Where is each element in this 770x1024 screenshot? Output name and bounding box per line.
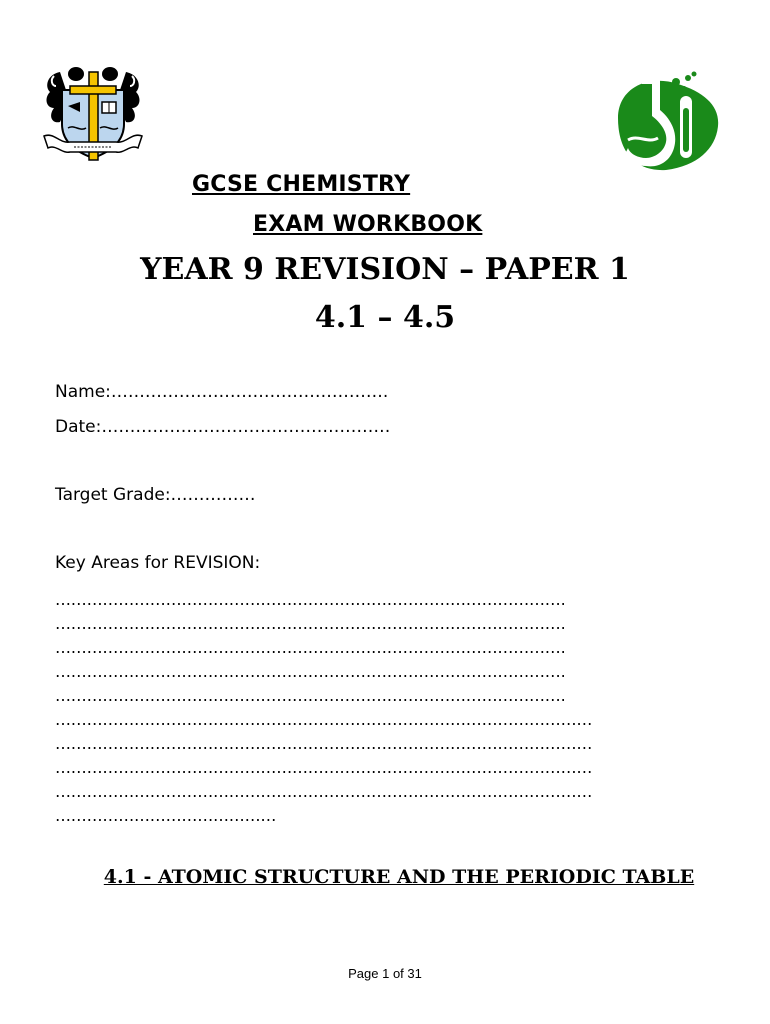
revision-line[interactable]: ………………………………………………………………………………………… xyxy=(55,734,593,753)
revision-line[interactable]: ……………………………………………………………………………………. xyxy=(55,686,566,705)
section-heading: 4.1 - ATOMIC STRUCTURE AND THE PERIODIC TABLE xyxy=(103,866,695,888)
revision-line[interactable]: ………………………………………………………………………………………… xyxy=(55,710,593,729)
target-grade-field[interactable]: Target Grade:…………… xyxy=(55,485,256,505)
topic-range: 4.1 – 4.5 xyxy=(314,300,456,335)
chemistry-flask-icon xyxy=(608,70,722,176)
revision-line[interactable]: ……………………………………………………………………………………. xyxy=(55,614,566,633)
revision-line[interactable]: ………………………………………………………………………………………… xyxy=(55,758,593,777)
date-field[interactable]: Date:…………………………………………… xyxy=(55,417,391,437)
revision-line[interactable]: ……………………………………………………………………………………. xyxy=(55,638,566,657)
revision-line[interactable]: ………………………………………………………………………………………… xyxy=(55,782,593,801)
revision-line[interactable]: ……………………………………………………………………………………. xyxy=(55,590,566,609)
revision-line[interactable]: ……………………………………………………………………………………. xyxy=(55,662,566,681)
name-field[interactable]: Name:…………………………………………. xyxy=(55,382,389,402)
key-areas-label: Key Areas for REVISION: xyxy=(55,553,261,573)
workbook-title: EXAM WORKBOOK xyxy=(253,212,483,237)
page-title: YEAR 9 REVISION – PAPER 1 xyxy=(140,252,630,287)
page-number: Page 1 of 31 xyxy=(348,966,422,981)
subject-title: GCSE CHEMISTRY xyxy=(192,172,411,197)
school-crest-logo xyxy=(40,62,146,164)
revision-line[interactable]: …………………………………… xyxy=(55,806,277,825)
